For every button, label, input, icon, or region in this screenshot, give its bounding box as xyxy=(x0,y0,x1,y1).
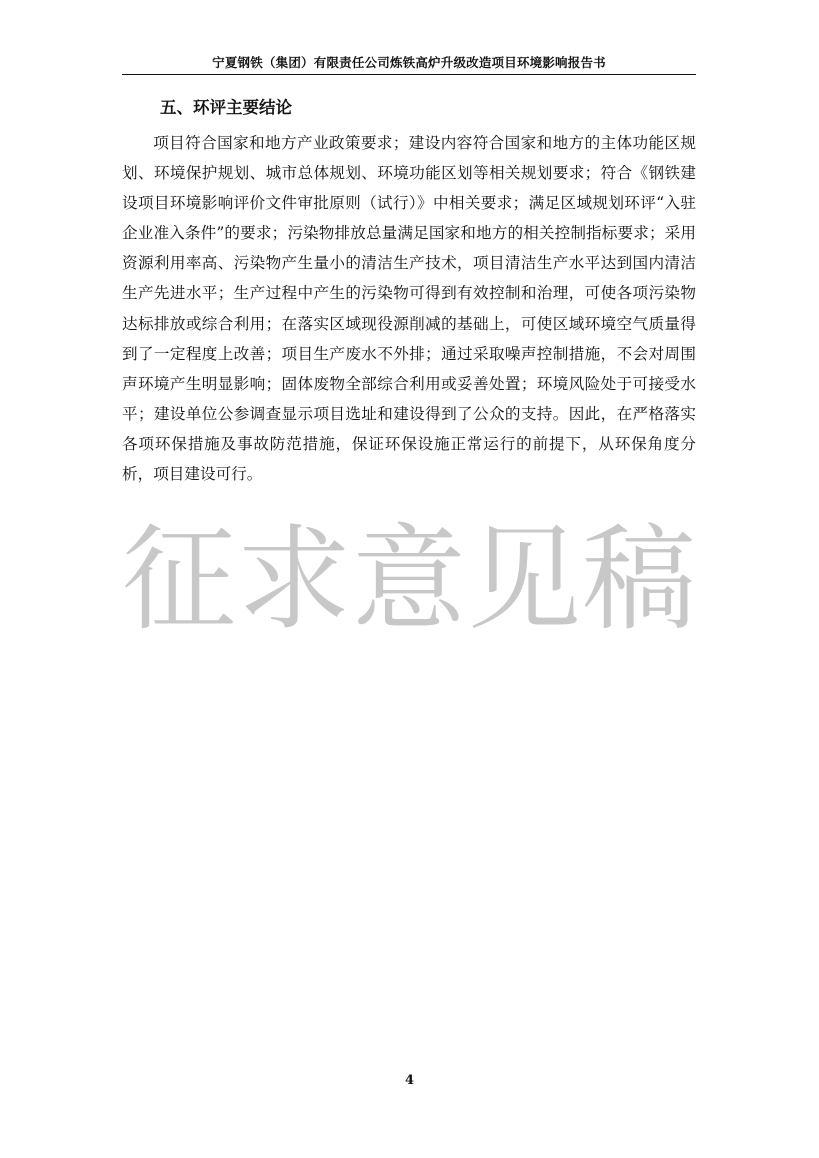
section-paragraph: 项目符合国家和地方产业政策要求；建设内容符合国家和地方的主体功能区规划、环境保护规划、城市总体规划、环境功能区划等相关规划要求；符合《钢铁建设项目环境影响评价文件审批原则（试行）》中相关要求；满足区域规划环评“入驻企业准入条件”的要求；污染物排放总量满足国家和地方的相关控制指标要求；采用资源利用率高、污染物产生量小的清洁生产技术，项目清洁生产水平达到国内清洁生产先进水平；生产过程中产生的污染物可得到有效控制和治理，可使各项污染物达标排放或综合利用；在落实区域现役源削减的基础上，可使区域环境空气质量得到了一定程度上改善；项目生产废水不外排；通过采取噪声控制措施，不会对周围声环境产生明显影响；固体废物全部综合利用或妥善处置；环境风险处于可接受水平；建设单位公参调查显示项目选址和建设得到了公众的支持。因此，在严格落实各项环保措施及事故防范措施，保证环保设施正常运行的前提下，从环保角度分析，项目建设可行。 xyxy=(122,134,696,484)
page-number: 4 xyxy=(404,1073,415,1088)
document-header-title: 宁夏钢铁（集团）有限责任公司炼铁高炉升级改造项目环境影响报告书 xyxy=(212,55,606,70)
header-divider xyxy=(122,74,696,75)
section-heading: 五、环评主要结论 xyxy=(160,98,292,117)
draft-watermark: 征求意见稿 xyxy=(122,513,698,646)
